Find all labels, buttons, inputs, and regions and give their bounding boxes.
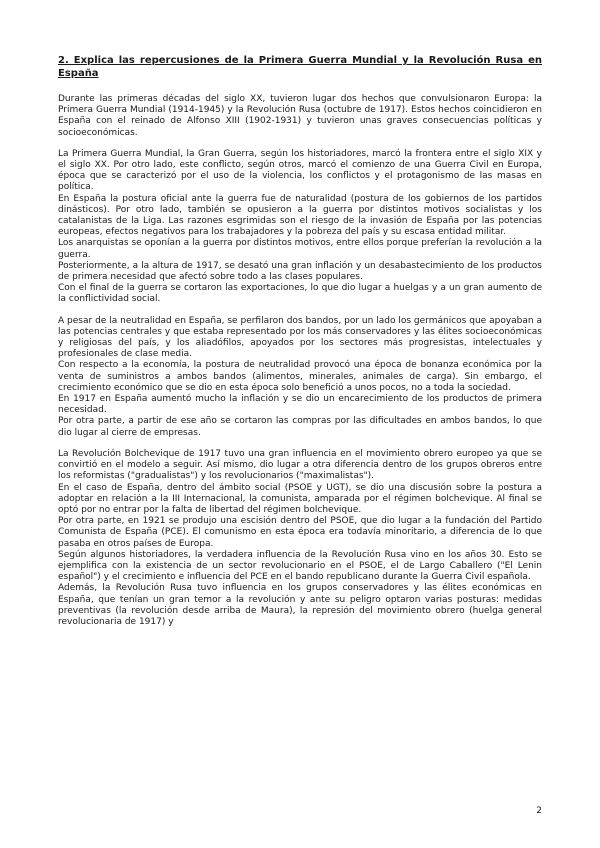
- paragraph: Los anarquistas se oponían a la guerra por distintos motivos, entre ellos porque preferían la revolución a la guerra.: [58, 238, 542, 260]
- paragraph-intro: Durante las primeras décadas del siglo XX, tuvieron lugar dos hechos que convulsionaron Europa: la Primera Guerra Mundial (1914-1945) y la Revolución Rusa (octubre de 1917). Estos hechos coincidieron en España con el reinado de Alfonso XIII (1902-1931) y tuvieron unas graves consecuencias políticas y socioeconómicas.: [58, 94, 542, 138]
- paragraph: Por otra parte, a partir de ese año se cortaron las compras por las dificultades en ambos bandos, lo que dio lugar al cierre de empresas.: [58, 416, 542, 438]
- paragraph: Además, la Revolución Rusa tuvo influencia en los grupos conservadores y las élites económicas en España, que tenían un gran temor a la revolución y ante su peligro optaron varias posturas: medidas preventivas (la revolución desde arriba de Maura), la represión del movimiento obrero (huelga general revolucionaria de 1917) y: [58, 583, 542, 627]
- paragraph: En el caso de España, dentro del ámbito social (PSOE y UGT), se dio una discusión sobre la postura a adoptar en relación a la III Internacional, la comunista, amparada por el régimen bolchevique. Al final se optó por no entrar por la falta de libertad del régimen bolchevique.: [58, 482, 542, 515]
- document-body: [58, 54, 542, 628]
- paragraph: Según algunos historiadores, la verdadera influencia de la Revolución Rusa vino en los años 30. Esto se ejemplifica con la existencia de un sector revolucionario en el PSOE, el de Largo Caballero ("El Lenin español") y el crecimiento e influencia del PCE en el bando republicano durante la Guerra Civil española.: [58, 549, 542, 583]
- paragraph: A pesar de la neutralidad en España, se perfilaron dos bandos, por un lado los germánicos que apoyaban a las potencias centrales y que estaba representado por los más conservadores y las élites socioeconómicas y religiosas del país, y los aliadófilos, apoyados por los sectores más progresistas, intelectuales y profesionales de clase media.: [58, 315, 542, 360]
- paragraph: En 1917 en España aumentó mucho la inflación y se dio un encarecimiento de los productos de primera necesidad.: [58, 394, 542, 416]
- question-heading: 2. Explica las repercusiones de la Primera Guerra Mundial y la Revolución Rusa en España: [58, 55, 542, 79]
- paragraph: En España la postura oficial ante la guerra fue de naturalidad (postura de los gobiernos de los partidos dinásticos). Por otro lado, también se opusieron a la guerra por distintos motivos socialistas y los catalanistas de la Liga. Las razones esgrimidas son el riesgo de la invasión de España por las potencias europeas, efectos negativos para los trabajadores y la pobreza del país y su escasa entidad militar.: [58, 193, 542, 238]
- paragraph: Con respecto a la economía, la postura de neutralidad provocó una época de bonanza económica por la venta de suministros a ambos bandos (alimentos, minerales, animales de carga). Sin embargo, el crecimiento económico que se dio en esta época solo benefició a unos pocos, no a toda la sociedad.: [58, 360, 542, 393]
- page-number: 2: [536, 806, 542, 816]
- paragraph: La Revolución Bolchevique de 1917 tuvo una gran influencia en el movimiento obrero europeo ya que se convirtió en el modelo a seguir. Así mismo, dio lugar a otra diferencia dentro de los grupos obreros entre los reformistas ("gradualistas") y los revolucionarios ("maximalistas").: [58, 448, 542, 482]
- paragraph: Posteriormente, a la altura de 1917, se desató una gran inflación y un desabastecimiento de los productos de primera necesidad que afectó sobre todo a las clases populares.: [58, 260, 542, 283]
- paragraph: La Primera Guerra Mundial, la Gran Guerra, según los historiadores, marcó la frontera entre el siglo XIX y el siglo XX. Por otro lado, este conflicto, según otros, marcó el comienzo de una Guerra Civil en Europa, época que se caracterizó por el uso de la violencia, los conflictos y el protagonismo de las masas en política.: [58, 148, 542, 193]
- paragraph: Con el final de la guerra se cortaron las exportaciones, lo que dio lugar a huelgas y a un gran aumento de la conflictividad social.: [58, 283, 542, 305]
- paragraph: Por otra parte, en 1921 se produjo una escisión dentro del PSOE, que dio lugar a la fundación del Partido Comunista de España (PCE). El comunismo en esta época era todavía minoritario, a diferencia de lo que pasaba en otros países de Europa.: [58, 516, 542, 549]
